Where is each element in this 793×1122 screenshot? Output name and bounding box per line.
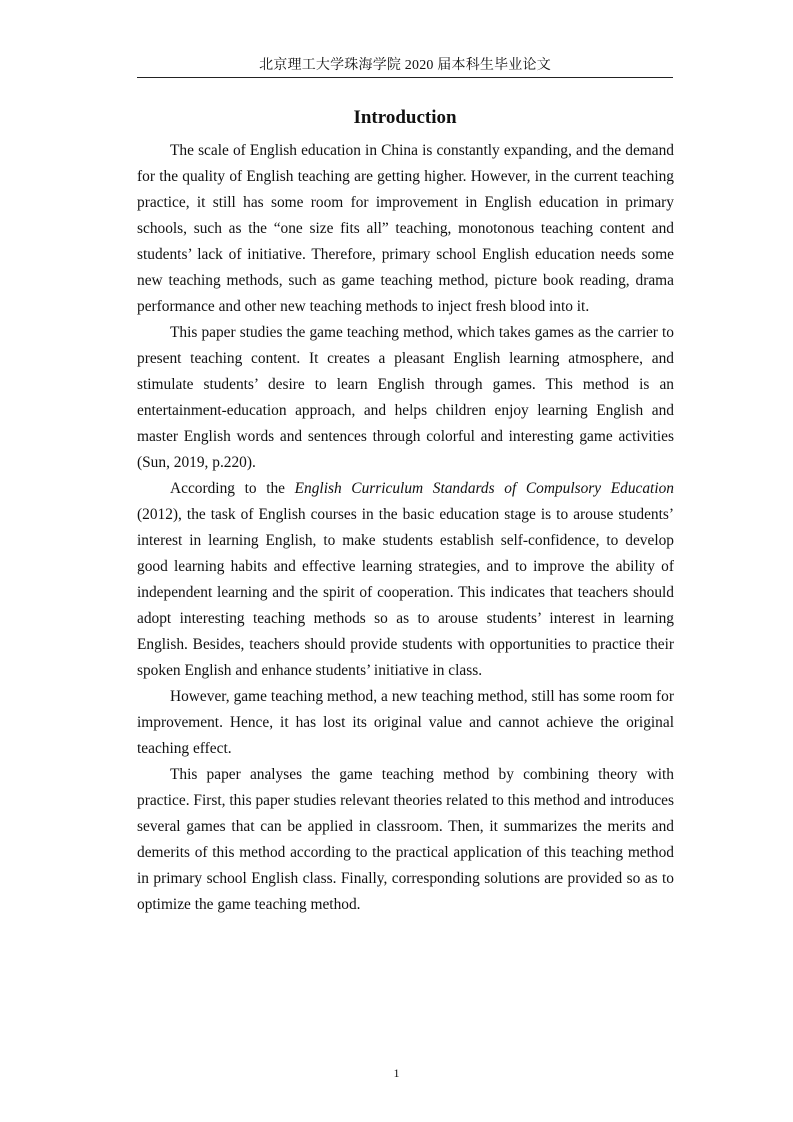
- paragraph-3: [137, 476, 674, 684]
- header-divider: [137, 77, 673, 78]
- paragraph-5: This paper analyses the game teaching method by combining theory with practice. First, this paper studies relevant theories related to this method and introduces several games that can be applied in classroom. Then, it summarizes the merits and demerits of this method according to the practical application of this teaching method in primary school English class. Finally, corresponding solutions are provided so as to optimize the game teaching method.: [137, 766, 674, 913]
- body-text: [137, 138, 674, 918]
- page-header: 北京理工大学珠海学院 2020 届本科生毕业论文: [259, 58, 551, 73]
- paragraph-2: This paper studies the game teaching method, which takes games as the carrier to present teaching content. It creates a pleasant English learning atmosphere, and stimulate students’ desire to learn English through games. This method is an entertainment-education approach, and helps children enjoy learning English and master English words and sentences through colorful and interesting game activities (Sun, 2019, p.220).: [137, 324, 674, 471]
- cited-document-title: English Curriculum Standards of Compulsory Education: [294, 480, 674, 497]
- paragraph-3-lead: According to the: [170, 480, 295, 497]
- section-title: Introduction: [353, 107, 457, 128]
- paragraph-1: The scale of English education in China is constantly expanding, and the demand for the quality of English teaching are getting higher. However, in the current teaching practice, it still has some room for improvement in English education in primary schools, such as the “one size fits all” teaching, monotonous teaching content and students’ lack of initiative. Therefore, primary school English education needs some new teaching methods, such as game teaching method, picture book reading, drama performance and other new teaching methods to inject fresh blood into it.: [137, 142, 674, 315]
- paragraph-3-rest: (2012), the task of English courses in the basic education stage is to arouse students’ interest in learning English, to make students establish self-confidence, to develop good learning habits and effective learning strategies, and to improve the ability of independent learning and the spirit of cooperation. This indicates that teachers should adopt interesting teaching methods so as to arouse students’ interest in learning English. Besides, teachers should provide students with opportunities to practice their spoken English and enhance students’ initiative in class.: [137, 506, 674, 679]
- page-number: 1: [393, 1066, 400, 1080]
- paragraph-4: However, game teaching method, a new teaching method, still has some room for improvement. Hence, it has lost its original value and cannot achieve the original teaching effect.: [137, 688, 674, 757]
